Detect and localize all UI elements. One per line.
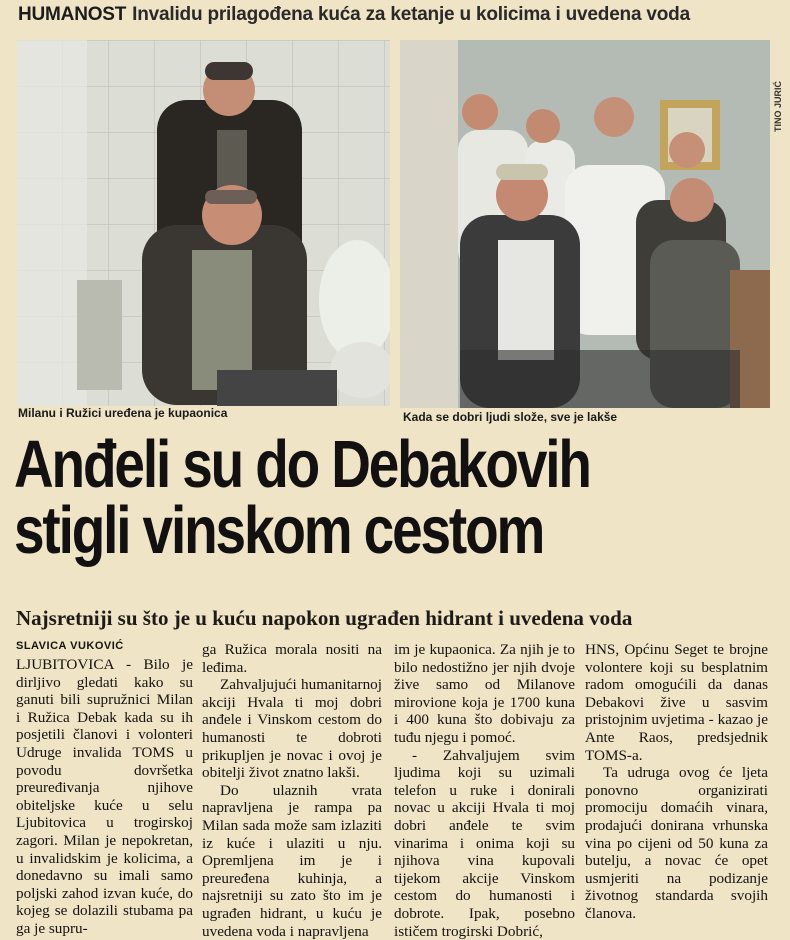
kicker-tag: HUMANOST [18,4,127,25]
photo-bathroom-image [17,40,390,406]
paragraph: LJUBITOVICA - Bilo je dirljivo gledati kako su ganuti bili supružnici Milan i Ružica Debak kada su ih posjetili članovi i volonteri Udruge invalida TOMS u povodu dovršetka preuređivanja njihove obiteljske kuće u selu Ljubitovica u trogirskoj zagori. Milan je nepokretan, u invalidskim je kolicima, a donedavno su imali samo poljski zahod izvan kuće, do kojeg se dolazili stubama pa ga je supru- [16,656,193,937]
paragraph: Zahvaljujući humanitarnoj akciji Hvala ti moj dobri anđele i Vinskom cestom do humanosti te dobroti prikupljen je novac i ovoj je obitelji život znatno lakši. [202,676,382,782]
paragraph: im je kupaonica. Za njih je to bilo nedostižno jer njih dvoje žive samo od Milanove mirovione koja je 1700 kuna i 400 kuna što dobivaju za tuđu njegu i pomoć. [394,641,575,746]
photo-credit: TINO JURIĆ [773,80,783,132]
article-column-1 [16,656,193,938]
article-column-4 [585,641,768,923]
headline [14,427,645,568]
paragraph: Do ulaznih vrata napravljena je rampa pa Milan sada može sam izlaziti iz kuće i ulaziti u nju. Opremljena im je i preuređena kuhinja, a najsretniji su zato što im je ugrađen hidrant, u kuću je uvedena voda i napravljena [202,781,382,940]
photo-group-caption: Kada se dobri ljudi slože, sve je lakše [403,410,618,424]
photo-group [400,40,770,408]
kicker [18,4,738,26]
photo-bathroom-caption: Milanu i Ružici uređena je kupaonica [18,406,228,420]
photo-bathroom [17,40,390,406]
paragraph: Ta udruga ovog će ljeta ponovno organizirati promociju domaćih vinara, prodajući donirana vrhunska vina po cijeni od 50 kuna za butelju, a novac će opet usmjeriti na podizanje životnog standarda svojih članova. [585,764,768,922]
article-column-2 [202,641,382,940]
paragraph: - Zahvaljujem svim ljudima koji su uzimali telefon u ruke i donirali novac u akciji Hvala ti moj dobri anđele te svim vinarima i onima koji su njihova vina kupovali tijekom akcije Vinskom cestom do humanosti i dobrote. Ipak, posebno ističem trogirski Dobrić, [394,746,575,940]
byline: SLAVICA VUKOVIĆ [16,640,124,652]
headline-line-1: Anđeli su do Debakovih [14,427,590,502]
kicker-text: Invalidu prilagođena kuća za ketanje u kolicima i uvedena voda [132,4,690,25]
paragraph: HNS, Općinu Seget te brojne volontere koji su besplatnim radom omogućili da danas Debakovi žive u sasvim pristojnim uvjetima - kazao je Ante Raos, predsjednik TOMS-a. [585,641,768,764]
paragraph: ga Ružica morala nositi na leđima. [202,641,382,676]
deck: Najsretniji su što je u kuću napokon ugrađen hidrant i uvedena voda [16,606,633,630]
article-column-3 [394,641,575,940]
headline-line-2: stigli vinskom cestom [14,493,544,568]
photo-group-image [400,40,770,408]
